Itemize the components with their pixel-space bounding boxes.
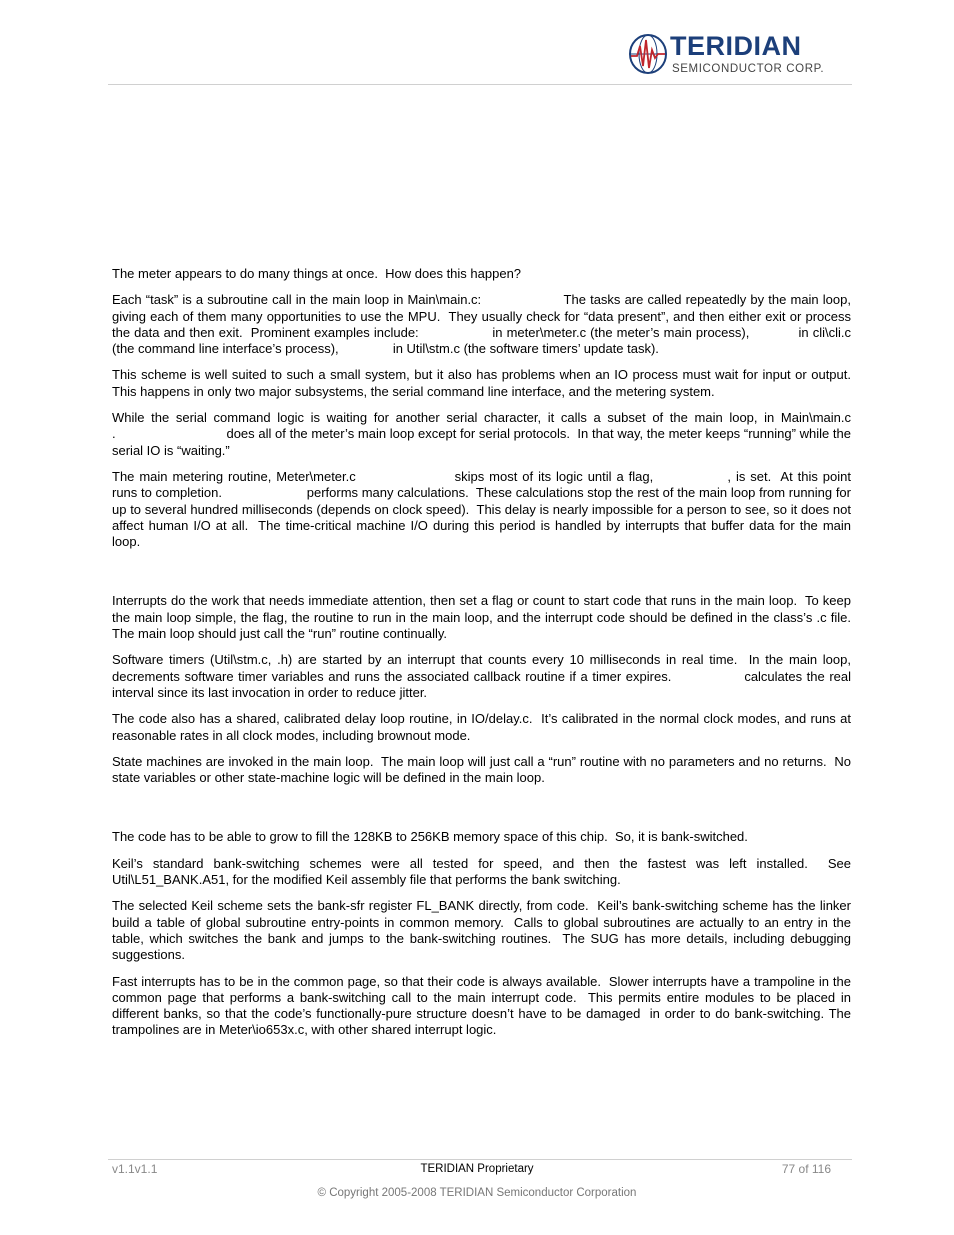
logo-wordmark: TERIDIAN <box>670 31 802 61</box>
paragraph: While the serial command logic is waiting for another serial character, it calls a subset of the main loop, in Main\main.c . does all of the meter’s main loop except for serial protocols. In that way, the meter keeps “running” while the serial IO is “waiting.” <box>112 410 931 458</box>
paragraph: Each “task” is a subroutine call in the main loop in Main\main.c: The tasks are called repeatedly by the main loop, giving each of them many opportunities to use the MPU. They usually check for “data present”, and then either exit or process the data and then exit. Prominent examples include: in meter\meter.c (the meter’s main process), in cli\cli.c (the command line interface’s process), in Util\stm.c (the software timers’ update task). <box>112 292 855 357</box>
document-body <box>112 266 931 1039</box>
header-divider <box>108 84 852 85</box>
paragraph: The meter appears to do many things at once. How does this happen? <box>112 266 522 281</box>
paragraph: The code has to be able to grow to fill the 128KB to 256KB memory space of this chip. So, it is bank-switched. <box>112 829 748 845</box>
paragraph: The main metering routine, Meter\meter.c skips most of its logic until a flag, , is set. At this point runs to completion. performs many calculations. These calculations stop the rest of the main loop from running for up to several hundred milliseconds (depends on clock speed). This delay is nearly impossible for a person to see, so it does not affect human I/O at all. The time-critical machine I/O during this period is handled by interrupts that buffer data for the main loop. <box>112 468 927 550</box>
teridian-globe-icon <box>628 32 668 76</box>
paragraph: The selected Keil scheme sets the bank-sfr register FL_BANK directly, from code. Keil’s bank-switching scheme has the linker build a table of global subroutine entry-points in common memory. Calls to global subroutines are actually to an entry in the table, which switches the bank and jumps to the bank-switching routines. The SUG has more details, including debugging suggestions. <box>112 898 855 963</box>
logo-subtitle: SEMICONDUCTOR CORP. <box>672 63 825 75</box>
paragraph: Interrupts do the work that needs immediate attention, then set a flag or count to start code that runs in the main loop. To keep the main loop simple, the flag, the routine to run in the main loop, and the interrupt code should be defined in the class’s .c file. The main loop should just call the “run” routine continually. <box>112 593 859 642</box>
footer-copyright: © Copyright 2005-2008 TERIDIAN Semiconductor Corporation <box>317 1187 637 1199</box>
paragraph: State machines are invoked in the main loop. The main loop will just call a “run” routine with no parameters and no returns. No state variables or other state-machine logic will be defined in the main loop. <box>112 753 855 786</box>
footer-divider <box>108 1159 852 1160</box>
paragraph: Keil’s standard bank-switching schemes were all tested for speed, and then the fastest was left installed. See Util\L51_BANK.A51, for the modified Keil assembly file that performs the bank switching. <box>112 855 855 888</box>
paragraph: This scheme is well suited to such a small system, but it also has problems when an IO process must wait for input or output. This happens in only two major subsystems, the serial command line interface, and the metering system. <box>112 367 859 399</box>
paragraph: Fast interrupts has to be in the common page, so that their code is always available. Slower interrupts have a trampoline in the common page that performs a bank-switching call to the main interrupt code. This permits entire modules to be placed in different banks, so that the code’s functionally-pure structure doesn’t have to be damaged in order to do bank-switching. The trampolines are in Meter\io653x.c, with other shared interrupt logic. <box>112 973 855 1038</box>
footer-proprietary: TERIDIAN Proprietary <box>420 1163 534 1175</box>
footer-page-number: 77 of 116 <box>781 1162 831 1176</box>
paragraph: Software timers (Util\stm.c, .h) are started by an interrupt that counts every 10 milliseconds in real time. In the main loop, decrements software timer variables and runs the associated callback routine if a timer expires. calculates the real interval since its last invocation in order to reduce jitter. <box>112 652 909 700</box>
paragraph: The code also has a shared, calibrated delay loop routine, in IO/delay.c. It’s calibrated in the normal clock modes, and runs at reasonable rates in all clock modes, including brownout mode. <box>112 711 855 743</box>
footer-version: v1.1v1.1 <box>112 1162 158 1176</box>
teridian-logo <box>628 32 833 80</box>
